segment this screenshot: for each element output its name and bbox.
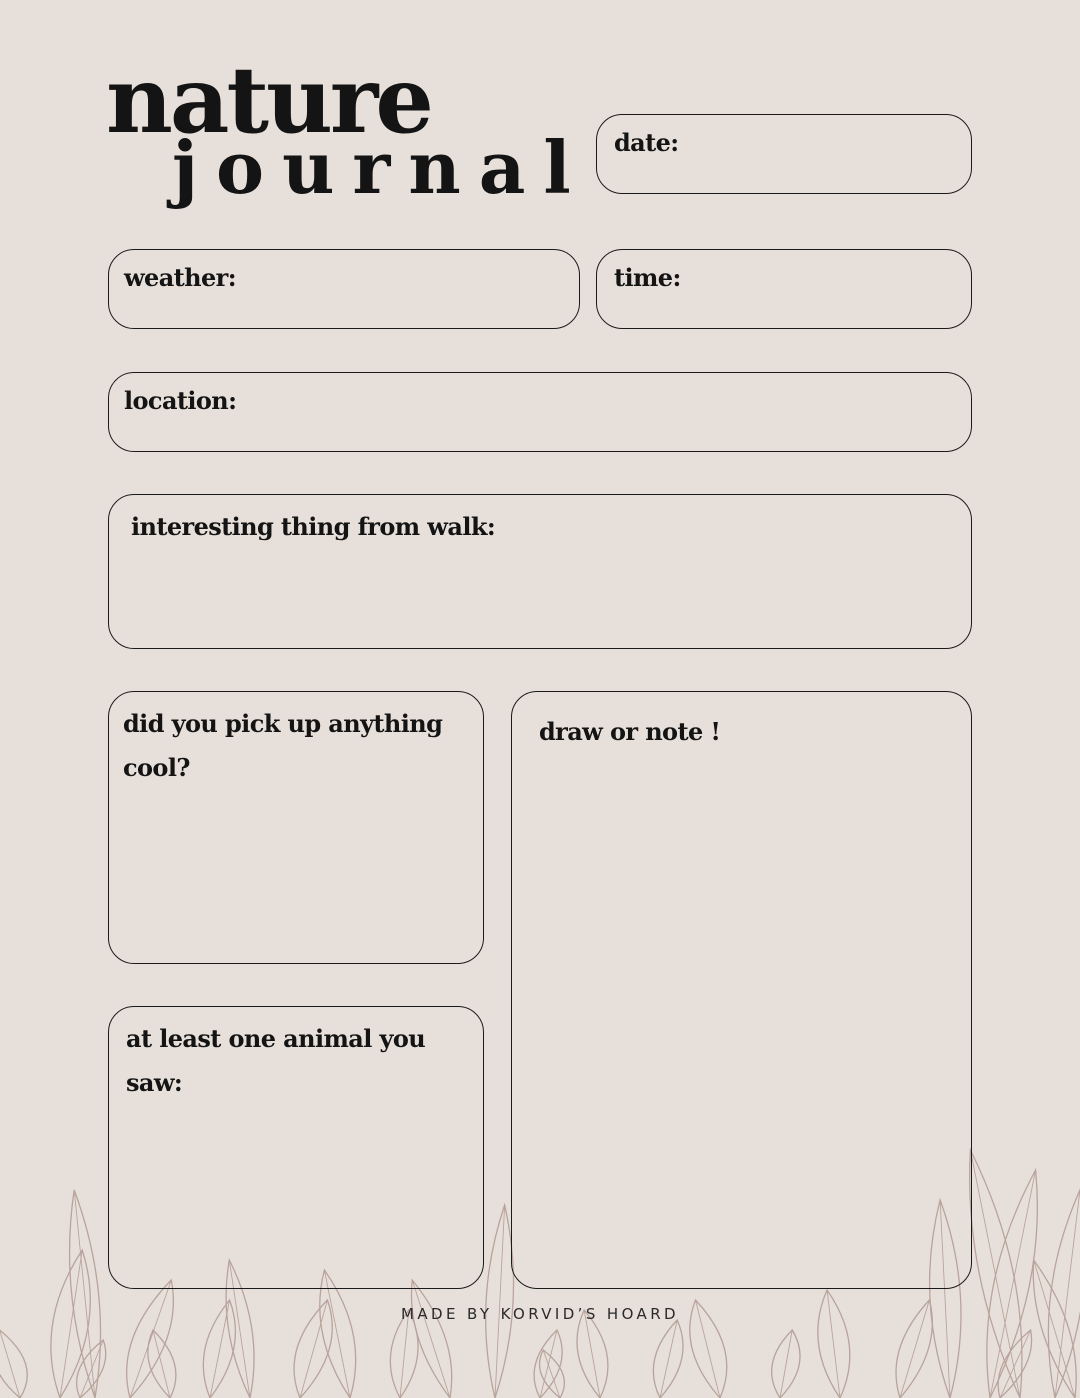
leaf-vein — [80, 1340, 103, 1398]
leaf-vein — [1034, 1260, 1075, 1398]
footer-credit: MADE BY KORVID’S HOARD — [401, 1305, 679, 1323]
leaf-outline — [320, 1270, 356, 1398]
leaf-vein — [324, 1270, 350, 1398]
weather-field[interactable] — [108, 249, 580, 329]
leaf-outline — [77, 1340, 106, 1398]
leaf-outline — [1033, 1260, 1076, 1398]
location-field[interactable] — [108, 372, 972, 452]
leaf-vein — [660, 1320, 677, 1398]
date-field[interactable] — [596, 114, 972, 194]
leaf-outline — [534, 1330, 562, 1398]
leaf-vein — [970, 1150, 1020, 1398]
leaf-outline — [772, 1330, 800, 1398]
time-field[interactable] — [596, 249, 972, 329]
leaf-outline — [653, 1320, 683, 1398]
date-label: date: — [614, 128, 679, 157]
interesting-thing-field[interactable] — [108, 494, 972, 649]
leaf-outline — [970, 1150, 1022, 1398]
leaf-outline — [486, 1205, 514, 1398]
leaf-vein — [1055, 1190, 1080, 1398]
leaf-vein — [130, 1280, 171, 1398]
leaf-outline — [1048, 1190, 1080, 1398]
leaf-outline — [540, 1350, 565, 1398]
leaf-outline — [148, 1330, 176, 1398]
leaf-outline — [127, 1280, 174, 1398]
leaf-outline — [0, 1330, 27, 1398]
leaf-vein — [990, 1170, 1036, 1398]
draw-or-note-label: draw or note ! — [539, 717, 721, 746]
leaf-vein — [1000, 1330, 1031, 1398]
leaf-vein — [543, 1350, 560, 1398]
time-label: time: — [614, 263, 681, 292]
leaf-vein — [60, 1250, 82, 1398]
leaf-outline — [577, 1310, 608, 1398]
leaf-vein — [400, 1310, 409, 1398]
leaf-vein — [153, 1330, 170, 1398]
pick-up-field[interactable] — [108, 691, 484, 964]
weather-label: weather: — [124, 263, 236, 292]
title-nature: nature — [106, 46, 431, 154]
title-journal: journal — [172, 125, 589, 210]
leaf-outline — [51, 1250, 90, 1398]
leaf-vein — [412, 1280, 450, 1398]
location-label: location: — [124, 386, 237, 415]
leaf-vein — [780, 1330, 792, 1398]
pick-up-label: did you pick up anything cool? — [123, 709, 443, 782]
leaf-vein — [495, 1205, 505, 1398]
animal-field[interactable] — [108, 1006, 484, 1289]
leaf-outline — [390, 1310, 418, 1398]
leaf-outline — [998, 1330, 1031, 1398]
interesting-thing-label: interesting thing from walk: — [131, 512, 496, 541]
leaf-outline — [70, 1190, 101, 1398]
leaf-outline — [411, 1280, 451, 1398]
leaf-outline — [987, 1170, 1037, 1398]
leaf-vein — [0, 1330, 20, 1398]
leaf-vein — [74, 1190, 95, 1398]
leaf-vein — [584, 1310, 600, 1398]
draw-or-note-field[interactable] — [511, 691, 972, 1289]
leaf-vein — [540, 1330, 557, 1398]
animal-label: at least one animal you saw: — [126, 1024, 426, 1097]
